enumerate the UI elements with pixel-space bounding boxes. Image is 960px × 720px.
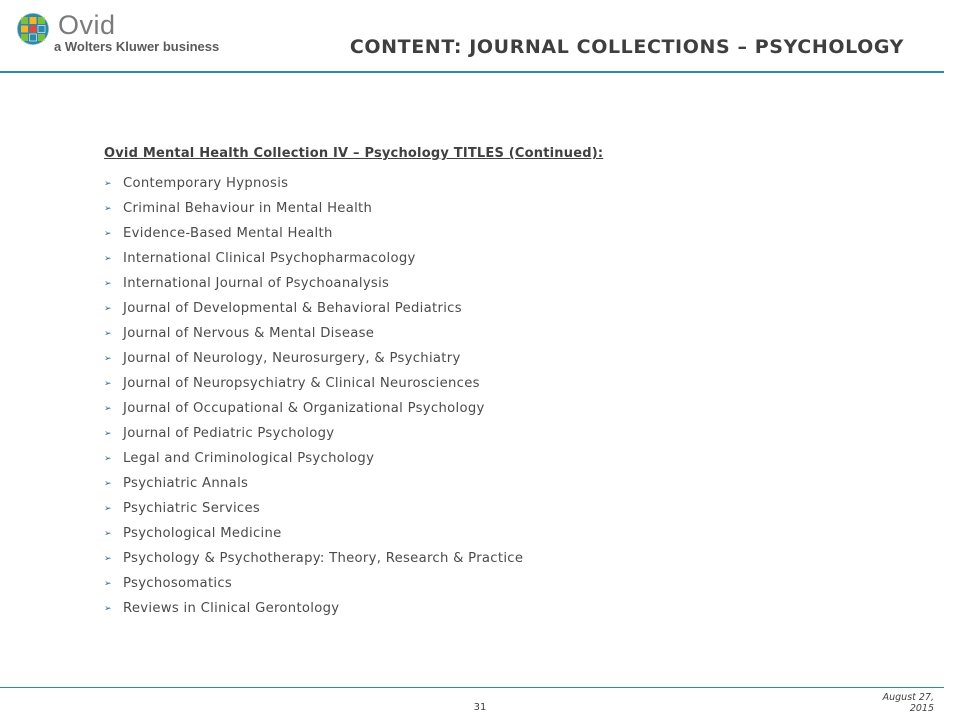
list-item (104, 246, 864, 271)
list-item (104, 321, 864, 346)
section-heading: Ovid Mental Health Collection IV – Psychology TITLES (Continued): (104, 146, 604, 161)
arrow-bullet-icon: ➢ (104, 378, 112, 389)
arrow-bullet-icon: ➢ (104, 528, 112, 539)
arrow-bullet-icon: ➢ (104, 353, 112, 364)
list-item (104, 196, 864, 221)
list-item (104, 571, 864, 596)
arrow-bullet-icon: ➢ (104, 453, 112, 464)
arrow-bullet-icon: ➢ (104, 478, 112, 489)
list-item (104, 346, 864, 371)
arrow-bullet-icon: ➢ (104, 403, 112, 414)
journal-title: International Clinical Psychopharmacology (123, 251, 416, 266)
list-item (104, 221, 864, 246)
page-number: 31 (473, 702, 487, 713)
footer-date (854, 692, 934, 714)
journal-title-list (104, 171, 864, 621)
journal-title: Legal and Criminological Psychology (123, 451, 375, 466)
footer-date-line2: 2015 (909, 703, 934, 714)
journal-title: Psychological Medicine (123, 526, 282, 541)
journal-title: Psychiatric Annals (123, 476, 249, 491)
arrow-bullet-icon: ➢ (104, 553, 112, 564)
arrow-bullet-icon: ➢ (104, 603, 112, 614)
arrow-bullet-icon: ➢ (104, 228, 112, 239)
journal-title: Psychiatric Services (123, 501, 261, 516)
arrow-bullet-icon: ➢ (104, 578, 112, 589)
list-item (104, 496, 864, 521)
journal-title: Reviews in Clinical Gerontology (123, 601, 340, 616)
arrow-bullet-icon: ➢ (104, 328, 112, 339)
footer-date-line1: August 27, (882, 692, 934, 703)
page-title: CONTENT: JOURNAL COLLECTIONS – PSYCHOLOGY (349, 36, 904, 58)
journal-title: International Journal of Psychoanalysis (123, 276, 390, 291)
journal-title: Psychosomatics (123, 576, 233, 591)
brand-name: Ovid (58, 10, 116, 40)
arrow-bullet-icon: ➢ (104, 303, 112, 314)
journal-title: Journal of Neuropsychiatry & Clinical Neurosciences (123, 376, 480, 391)
arrow-bullet-icon: ➢ (104, 428, 112, 439)
journal-title: Contemporary Hypnosis (123, 176, 289, 191)
footer-divider (0, 687, 944, 688)
ovid-globe-icon (16, 12, 50, 46)
journal-title: Criminal Behaviour in Mental Health (123, 201, 373, 216)
list-item (104, 546, 864, 571)
arrow-bullet-icon: ➢ (104, 203, 112, 214)
list-item (104, 446, 864, 471)
brand-tagline: a Wolters Kluwer business (54, 39, 220, 54)
main-content (104, 146, 864, 621)
journal-title: Journal of Occupational & Organizational Psychology (123, 401, 485, 416)
list-item (104, 396, 864, 421)
list-item (104, 296, 864, 321)
journal-title: Journal of Neurology, Neurosurgery, & Psychiatry (123, 351, 461, 366)
ovid-logo (14, 10, 254, 58)
arrow-bullet-icon: ➢ (104, 278, 112, 289)
journal-title: Evidence-Based Mental Health (123, 226, 333, 241)
arrow-bullet-icon: ➢ (104, 253, 112, 264)
list-item (104, 521, 864, 546)
list-item (104, 421, 864, 446)
journal-title: Journal of Pediatric Psychology (123, 426, 335, 441)
arrow-bullet-icon: ➢ (104, 178, 112, 189)
arrow-bullet-icon: ➢ (104, 503, 112, 514)
list-item (104, 471, 864, 496)
list-item (104, 271, 864, 296)
journal-title: Journal of Developmental & Behavioral Pediatrics (123, 301, 462, 316)
journal-title: Psychology & Psychotherapy: Theory, Research & Practice (123, 551, 524, 566)
list-item (104, 371, 864, 396)
journal-title: Journal of Nervous & Mental Disease (123, 326, 375, 341)
list-item (104, 596, 864, 621)
list-item (104, 171, 864, 196)
title-divider (0, 71, 944, 73)
